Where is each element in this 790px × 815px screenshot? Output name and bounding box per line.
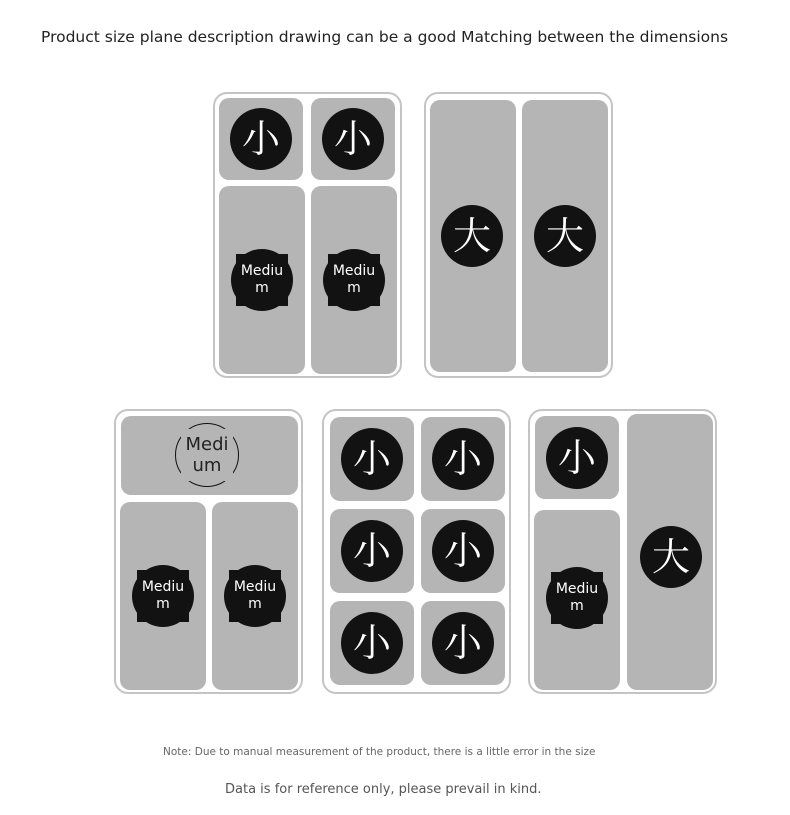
wide-medium-compartment <box>121 416 298 495</box>
small-compartment <box>311 98 395 180</box>
medium-compartment <box>219 186 305 374</box>
large-size-badge: 大 <box>441 205 503 267</box>
medium-compartment <box>534 510 620 690</box>
medium-size-badge: Medium <box>132 565 194 627</box>
small-size-badge: 小 <box>432 428 494 490</box>
tray-small-medium-large <box>528 409 717 694</box>
medium-compartment <box>311 186 397 374</box>
small-size-badge: 小 <box>341 428 403 490</box>
small-compartment <box>330 601 414 685</box>
small-compartment <box>421 601 505 685</box>
small-compartment <box>330 509 414 593</box>
medium-size-badge: Medium <box>231 249 293 311</box>
small-size-badge: 小 <box>322 108 384 170</box>
tray-3-medium <box>114 409 303 694</box>
large-size-badge: 大 <box>640 526 702 588</box>
small-compartment <box>535 416 619 499</box>
small-compartment <box>421 417 505 501</box>
measurement-note: Note: Due to manual measurement of the product, there is a little error in the size <box>163 746 596 758</box>
small-compartment <box>330 417 414 501</box>
large-compartment <box>627 414 713 690</box>
medium-size-badge: Medium <box>323 249 385 311</box>
small-size-badge: 小 <box>432 520 494 582</box>
medium-compartment <box>120 502 206 690</box>
tray-2-large <box>424 92 613 378</box>
small-size-badge: 小 <box>230 108 292 170</box>
large-size-badge: 大 <box>534 205 596 267</box>
small-size-badge: 小 <box>546 427 608 489</box>
small-size-badge: 小 <box>432 612 494 674</box>
small-compartment <box>421 509 505 593</box>
large-compartment <box>430 100 516 372</box>
medium-compartment <box>212 502 298 690</box>
tray-2-small-2-medium <box>213 92 402 378</box>
medium-size-badge: Medium <box>175 423 239 487</box>
reference-note: Data is for reference only, please prevail in kind. <box>225 782 542 797</box>
large-compartment <box>522 100 608 372</box>
small-size-badge: 小 <box>341 520 403 582</box>
medium-size-badge: Medium <box>546 567 608 629</box>
medium-size-badge: Medium <box>224 565 286 627</box>
small-compartment <box>219 98 303 180</box>
small-size-badge: 小 <box>341 612 403 674</box>
page-title: Product size plane description drawing can be a good Matching between the dimensions <box>41 28 729 46</box>
tray-6-small <box>322 409 511 694</box>
